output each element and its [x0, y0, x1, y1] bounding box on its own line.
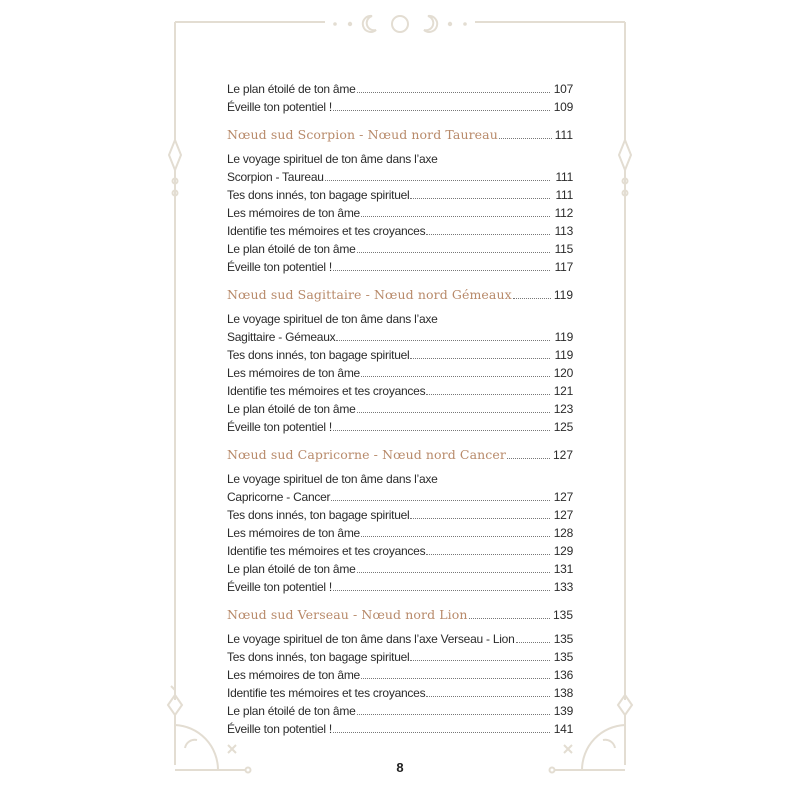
page-number: 8 — [396, 760, 404, 775]
toc-entry — [227, 684, 573, 702]
dot-leader — [357, 92, 550, 93]
toc-page-number: 111 — [555, 170, 573, 184]
toc-entry — [227, 98, 573, 116]
toc-text-line — [227, 150, 573, 168]
toc-page-number: 128 — [553, 526, 573, 540]
toc-page-number: 109 — [553, 100, 573, 114]
dot-leader — [410, 198, 550, 199]
dot-leader — [361, 678, 550, 679]
toc-page-number: 135 — [552, 608, 573, 622]
toc-entry — [227, 630, 573, 648]
toc-label: Identifie tes mémoires et tes croyances — [227, 544, 426, 558]
toc-section-heading — [227, 604, 573, 626]
toc-entry — [227, 400, 573, 418]
toc-section-heading — [227, 284, 573, 306]
toc-entry — [227, 186, 573, 204]
toc-label: Les mémoires de ton âme — [227, 206, 360, 220]
toc-label: Éveille ton potentiel ! — [227, 580, 332, 594]
toc-section-heading — [227, 124, 573, 146]
toc-label: Sagittaire - Gémeaux — [227, 330, 336, 344]
toc-entry — [227, 702, 573, 720]
toc-page-number: 121 — [553, 384, 573, 398]
toc-label: Éveille ton potentiel ! — [227, 100, 332, 114]
toc-label: Le plan étoilé de ton âme — [227, 402, 356, 416]
toc-section-heading — [227, 444, 573, 466]
dot-leader — [426, 234, 550, 235]
toc-label: Les mémoires de ton âme — [227, 526, 360, 540]
dot-leader — [410, 518, 550, 519]
toc-page-number: 119 — [554, 330, 573, 344]
toc-entry — [227, 168, 573, 186]
toc-page-number: 129 — [553, 544, 573, 558]
toc-page-number: 113 — [554, 224, 573, 238]
dot-leader — [333, 430, 550, 431]
toc-label: Le plan étoilé de ton âme — [227, 242, 356, 256]
toc-entry — [227, 506, 573, 524]
toc-page-number: 133 — [553, 580, 573, 594]
dot-leader — [357, 714, 550, 715]
toc-page-number: 139 — [553, 704, 573, 718]
toc-page-number: 111 — [554, 128, 573, 142]
toc-page-number: 136 — [553, 668, 573, 682]
dot-leader — [357, 412, 550, 413]
toc-label: Tes dons innés, ton bagage spirituel — [227, 650, 410, 664]
dot-leader — [469, 618, 550, 619]
toc-entry — [227, 488, 573, 506]
toc-label: Tes dons innés, ton bagage spirituel — [227, 508, 410, 522]
toc-label: Identifie tes mémoires et tes croyances — [227, 686, 426, 700]
toc-label: Le voyage spirituel de ton âme dans l’axe — [227, 312, 438, 326]
toc-page-number: 119 — [554, 348, 573, 362]
dot-leader — [426, 394, 550, 395]
toc-label: Identifie tes mémoires et tes croyances — [227, 384, 426, 398]
dot-leader — [410, 660, 550, 661]
toc-entry — [227, 204, 573, 222]
dot-leader — [333, 732, 550, 733]
toc-entry — [227, 240, 573, 258]
toc-entry — [227, 418, 573, 436]
toc-page-number: 115 — [554, 242, 573, 256]
table-of-contents — [227, 80, 573, 738]
toc-page-number: 127 — [553, 490, 573, 504]
toc-entry — [227, 648, 573, 666]
toc-label: Le voyage spirituel de ton âme dans l’axe — [227, 152, 438, 166]
toc-label: Les mémoires de ton âme — [227, 366, 360, 380]
toc-page-number: 111 — [555, 188, 573, 202]
toc-entry — [227, 328, 573, 346]
moon-phases-icon — [333, 16, 467, 32]
toc-label: Nœud sud Verseau - Nœud nord Lion — [227, 607, 468, 622]
toc-label: Le plan étoilé de ton âme — [227, 82, 356, 96]
toc-label: Éveille ton potentiel ! — [227, 722, 332, 736]
toc-label: Éveille ton potentiel ! — [227, 420, 332, 434]
toc-entry — [227, 666, 573, 684]
dot-leader — [426, 554, 550, 555]
toc-entry — [227, 382, 573, 400]
toc-label: Nœud sud Scorpion - Nœud nord Taureau — [227, 127, 498, 142]
toc-entry — [227, 578, 573, 596]
toc-page-number: 135 — [553, 632, 573, 646]
toc-label: Tes dons innés, ton bagage spirituel — [227, 188, 410, 202]
toc-entry — [227, 346, 573, 364]
toc-entry — [227, 560, 573, 578]
dot-leader — [333, 110, 550, 111]
toc-page-number: 119 — [553, 288, 573, 302]
toc-page-number: 127 — [552, 448, 573, 462]
toc-page-number: 123 — [553, 402, 573, 416]
toc-label: Le plan étoilé de ton âme — [227, 562, 356, 576]
toc-label: Le voyage spirituel de ton âme dans l’axe — [227, 472, 438, 486]
toc-page-number: 120 — [553, 366, 573, 380]
toc-label: Tes dons innés, ton bagage spirituel — [227, 348, 410, 362]
dot-leader — [331, 500, 550, 501]
toc-label: Éveille ton potentiel ! — [227, 260, 332, 274]
toc-page-number: 131 — [553, 562, 573, 576]
dot-leader — [516, 642, 550, 643]
toc-label: Les mémoires de ton âme — [227, 668, 360, 682]
toc-page-number: 117 — [554, 260, 573, 274]
dot-leader — [325, 180, 550, 181]
toc-page-number: 107 — [553, 82, 573, 96]
toc-label: Nœud sud Sagittaire - Nœud nord Gémeaux — [227, 287, 512, 302]
dot-leader — [361, 536, 550, 537]
toc-label: Capricorne - Cancer — [227, 490, 331, 504]
toc-page-number: 138 — [553, 686, 573, 700]
toc-label: Scorpion - Taureau — [227, 170, 324, 184]
dot-leader — [426, 696, 550, 697]
toc-text-line — [227, 310, 573, 328]
dot-leader — [513, 298, 551, 299]
dot-leader — [361, 376, 550, 377]
toc-label: Nœud sud Capricorne - Nœud nord Cancer — [227, 447, 506, 462]
dot-leader — [361, 216, 550, 217]
dot-leader — [333, 270, 550, 271]
toc-entry — [227, 524, 573, 542]
dot-leader — [507, 458, 550, 459]
toc-entry — [227, 720, 573, 738]
toc-entry — [227, 258, 573, 276]
toc-page-number: 127 — [553, 508, 573, 522]
toc-label: Le plan étoilé de ton âme — [227, 704, 356, 718]
dot-leader — [357, 572, 550, 573]
toc-label: Identifie tes mémoires et tes croyances — [227, 224, 426, 238]
toc-page-number: 112 — [554, 206, 573, 220]
dot-leader — [336, 340, 550, 341]
toc-entry — [227, 222, 573, 240]
dot-leader — [410, 358, 550, 359]
toc-label: Le voyage spirituel de ton âme dans l’axe Verseau - Lion — [227, 632, 515, 646]
dot-leader — [499, 138, 552, 139]
toc-text-line — [227, 470, 573, 488]
toc-entry — [227, 542, 573, 560]
toc-entry — [227, 364, 573, 382]
toc-page-number: 135 — [553, 650, 573, 664]
dot-leader — [357, 252, 550, 253]
toc-page-number: 141 — [553, 722, 573, 736]
toc-page-number: 125 — [553, 420, 573, 434]
toc-entry — [227, 80, 573, 98]
dot-leader — [333, 590, 550, 591]
